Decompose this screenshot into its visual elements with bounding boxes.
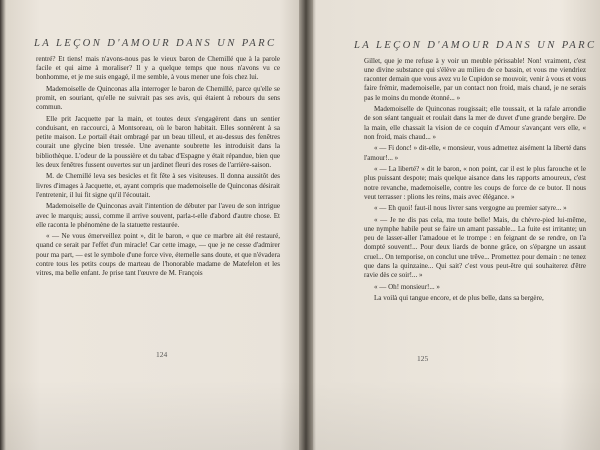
paragraph: Gillet, que je me refuse à y voir un meuble périssable! Non! vraiment, c'est une divine substance qui s'élève au milieu de ce bassin, et vous me viendriez raconter demain que vous avez vu le Cupidon se mouvoir, venir à vous et vous faire frémir, mademoiselle, par un contact non froid, mais chaud, je ne serais pas le moins du monde étonné... » bbox=[364, 57, 586, 102]
page-number-right: 125 bbox=[417, 354, 429, 363]
paragraph: Mademoiselle de Quinconas rougissait; elle toussait, et la rafale arrondie de son séant tanguait et roulait dans la mer de duvet d'une grande bergère. De la main, elle chassait la vision de ce coquin d'Amour s'avançant vers elle, « non froid, mais chaud... » bbox=[364, 105, 586, 141]
left-body bbox=[36, 55, 280, 278]
page-number-left: 124 bbox=[156, 350, 168, 359]
running-head-right: LA LEÇON D'AMOUR DANS UN PARC bbox=[354, 40, 597, 51]
paragraph: « — La liberté? » dit le baron, « non point, car il est le plus farouche et le plus puissant despote; mais quelque aisance dans les rapports amoureux, c'est notre revanche, mademoiselle, contre les coups de force de ce butor. Il nous veut terrasser : plions les reins, mais avec élégance. » bbox=[364, 165, 586, 201]
paragraph: Mademoiselle de Quinconas alla interroger le baron de Chemillé, parce qu'elle se promit, en souriant, qu'elle ne suivrait pas ses avis, qui étaient à rebours du sens commun. bbox=[36, 84, 280, 112]
right-page bbox=[312, 0, 600, 450]
paragraph: « — Ne vous émerveillez point », dit le baron, « que ce marbre ait été restauré, quand ce serait par l'effet d'un miracle! Car cette image, — que je ne cesse d'admirer pour ma part, — est le symbole d'une force vive, éternelle sans doute, et que n'évadera contre tous les petits coups de marteau de l'honorable madame de Matefelon et les vitres, ma belle enfant. Je prise tant l'œuvre de M. François bbox=[36, 232, 280, 277]
left-page bbox=[8, 0, 300, 450]
book-spine bbox=[299, 0, 313, 450]
right-body bbox=[364, 57, 586, 303]
paragraph: « — Eh quoi! faut-il nous livrer sans vergogne au premier satyre... » bbox=[374, 204, 567, 213]
paragraph: « — Oh! monsieur!... » bbox=[374, 282, 440, 291]
running-head-left: LA LEÇON D'AMOUR DANS UN PARC bbox=[34, 38, 277, 49]
paragraph: rentré? Et tiens! mais n'avons-nous pas le vieux baron de Chemillé que à la parole facile et qui aime à moraliser? Il y a quelque temps que nous n'avons vu ce bonhomme, et je me suis engagé, il me semble, à vous mener une fois chez lui. bbox=[36, 55, 280, 82]
paragraph: « — Je ne dis pas cela, ma toute belle! Mais, du chèvre-pied lui-même, une nymphe habile peut se faire un amant passable... La fuite est irritante; un peu de lasser-aller l'amadoue et le trompe : en feignant de se rendre, on l'a dompté souvent!... Pour deux liards de bonne grâce, on s'épargne un assaut cruel... On temporise, on conclut une trêve... Promettez pour demain : ne tenez que dans la quinzaine... Qui sait? c'est vous peut-être qui souhaiterez d'être ravie dès ce soir!... » bbox=[364, 216, 586, 279]
paragraph: La voilà qui tangue encore, et de plus belle, dans sa bergère, bbox=[374, 294, 544, 303]
paragraph: Mademoiselle de Quinconas avait l'intention de débuter par l'aveu de son intrigue avec le marquis; aussi, comme il arrive souvent, parla-t-elle d'abord d'autre chose. Et elle raconta le phénomène de la statuette restaurée. bbox=[36, 202, 280, 229]
paragraph: Elle prit Jacquette par la main, et toutes deux s'engagèrent dans un sentier conduisant, en raccourci, à Montsoreau, où le baron habitait. Elles sonnèrent à sa petite maison. Le portail était ombragé par un beau tilleul, et au-dessus des fenêtres courait une glycine bien tressée. Une avenante soubrette les introduisit dans la bibliothèque. L'odeur de la poussière et du tabac d'Espagne y était répandue, bien que les deux fenêtres fussent ouvertes sur un jardinet fleuri des roses de l'arrière-saison. bbox=[36, 114, 280, 169]
paragraph: « — Fi donc! » dit-elle, « monsieur, vous admettez aisément la liberté dans l'amour!... » bbox=[364, 144, 586, 162]
paragraph: M. de Chemillé leva ses besicles et fit fête à ses visiteuses. Il donna aussitôt des livres d'images à Jacquette, et, ayant compris que mademoiselle de Quinconas désirait l'entretenir, il lui fit signe qu'il l'écoutait. bbox=[36, 172, 280, 199]
